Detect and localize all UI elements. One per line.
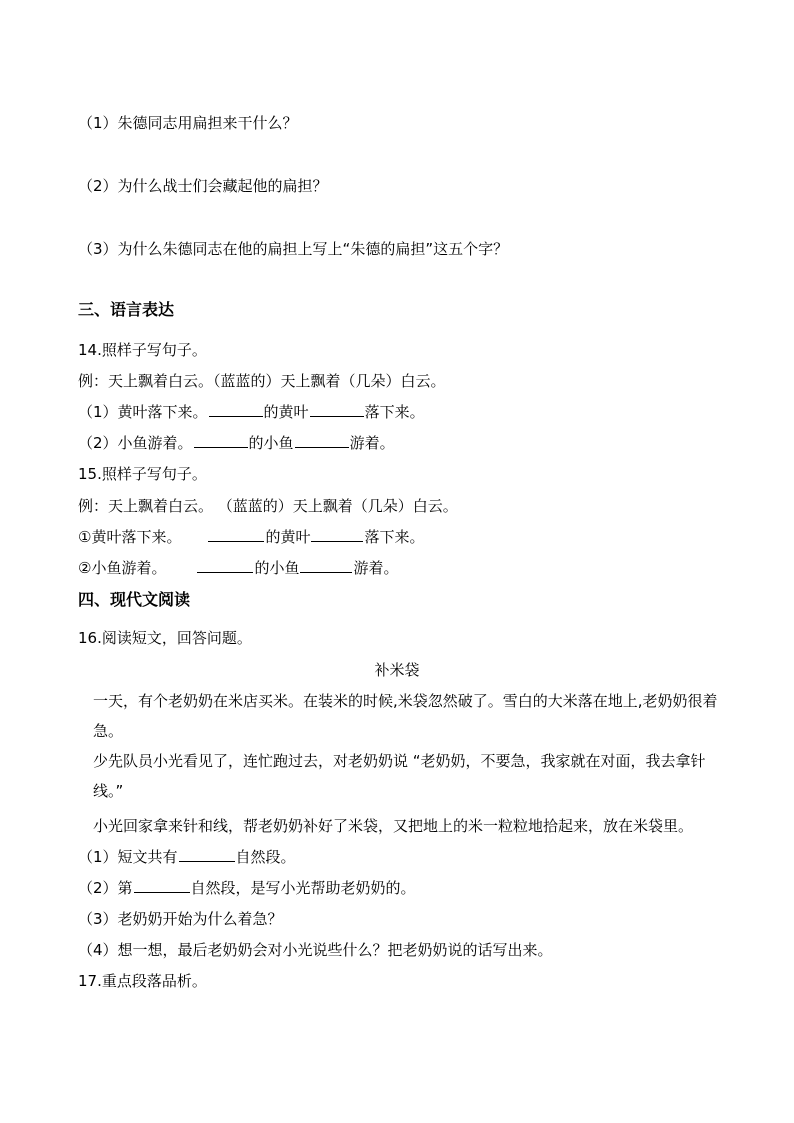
- q16-sub-1-prefix: （1）短文共有: [78, 848, 178, 866]
- story-paragraph-1: 一天，有个老奶奶在米店买米。在装米的时候,米袋忽然破了。雪白的大米落在地上,老奶奶很着急。: [93, 692, 718, 740]
- q15-title: 15.照样子写句子。: [78, 465, 207, 483]
- q15-item-1-end: 落下来。: [364, 528, 425, 546]
- q14-item-1-prefix: （1）黄叶落下来。: [78, 403, 208, 421]
- q15-example: 例：天上飘着白云。 （蓝蓝的）天上飘着（几朵）白云。: [78, 497, 458, 515]
- q17-title: 17.重点段落品析。: [78, 972, 207, 990]
- q16-sub-1-end: 自然段。: [235, 848, 296, 866]
- answer-blank[interactable]: [300, 558, 352, 573]
- reading-question-3: （3）为什么朱德同志在他的扁担上写上“朱德的扁担”这五个字？: [78, 240, 509, 258]
- q14-item-1-mid: 的黄叶: [263, 403, 309, 421]
- q15-item-2-prefix: ②小鱼游着。: [78, 559, 167, 577]
- q16-sub-4: （4）想一想，最后老奶奶会对小光说些什么？把老奶奶说的话写出来。: [78, 941, 553, 959]
- q15-item-1-prefix: ①黄叶落下来。: [78, 528, 182, 546]
- q15-item-1-mid: 的黄叶: [265, 528, 311, 546]
- story-paragraph-2: 少先队员小光看见了，连忙跑过去，对老奶奶说 “老奶奶，不要急，我家就在对面，我去拿针线。”: [93, 752, 706, 800]
- answer-blank[interactable]: [179, 847, 235, 862]
- q15-item-2: [78, 558, 398, 578]
- reading-question-2: （2）为什么战士们会藏起他的扁担？: [78, 177, 328, 195]
- story-title: 补米袋: [374, 661, 420, 679]
- q14-example: 例：天上飘着白云。（蓝蓝的）天上飘着（几朵）白云。: [78, 372, 446, 390]
- q14-item-2-end: 游着。: [349, 434, 395, 452]
- answer-blank[interactable]: [295, 433, 349, 448]
- story-paragraph-3: 小光回家拿来针和线，帮老奶奶补好了米袋，又把地上的米一粒粒地拾起来，放在米袋里。: [93, 817, 694, 835]
- q16-sub-2-end: 自然段，是写小光帮助老奶奶的。: [190, 879, 416, 897]
- reading-question-1: （1）朱德同志用扁担来干什么？: [78, 114, 298, 132]
- answer-blank[interactable]: [209, 402, 263, 417]
- answer-blank[interactable]: [194, 433, 248, 448]
- q14-item-2: [78, 433, 395, 453]
- answer-blank[interactable]: [310, 402, 364, 417]
- q16-sub-1: [78, 847, 296, 867]
- q15-item-2-end: 游着。: [353, 559, 399, 577]
- q16-title: 16.阅读短文，回答问题。: [78, 629, 252, 647]
- q16-sub-2-prefix: （2）第: [78, 879, 133, 897]
- q15-item-1: [78, 527, 424, 547]
- answer-blank[interactable]: [311, 527, 363, 542]
- q14-item-1: [78, 402, 425, 422]
- q14-item-1-end: 落下来。: [364, 403, 425, 421]
- q14-item-2-prefix: （2）小鱼游着。: [78, 434, 193, 452]
- q16-sub-2: [78, 878, 416, 898]
- answer-blank[interactable]: [197, 558, 253, 573]
- answer-blank[interactable]: [208, 527, 264, 542]
- answer-blank[interactable]: [134, 878, 190, 893]
- q16-sub-3: （3）老奶奶开始为什么着急？: [78, 910, 283, 928]
- section-4-heading: 四、现代文阅读: [78, 590, 191, 609]
- q15-item-2-mid: 的小鱼: [254, 559, 300, 577]
- q14-title: 14.照样子写句子。: [78, 341, 207, 359]
- section-3-heading: 三、语言表达: [78, 300, 175, 319]
- q14-item-2-mid: 的小鱼: [248, 434, 294, 452]
